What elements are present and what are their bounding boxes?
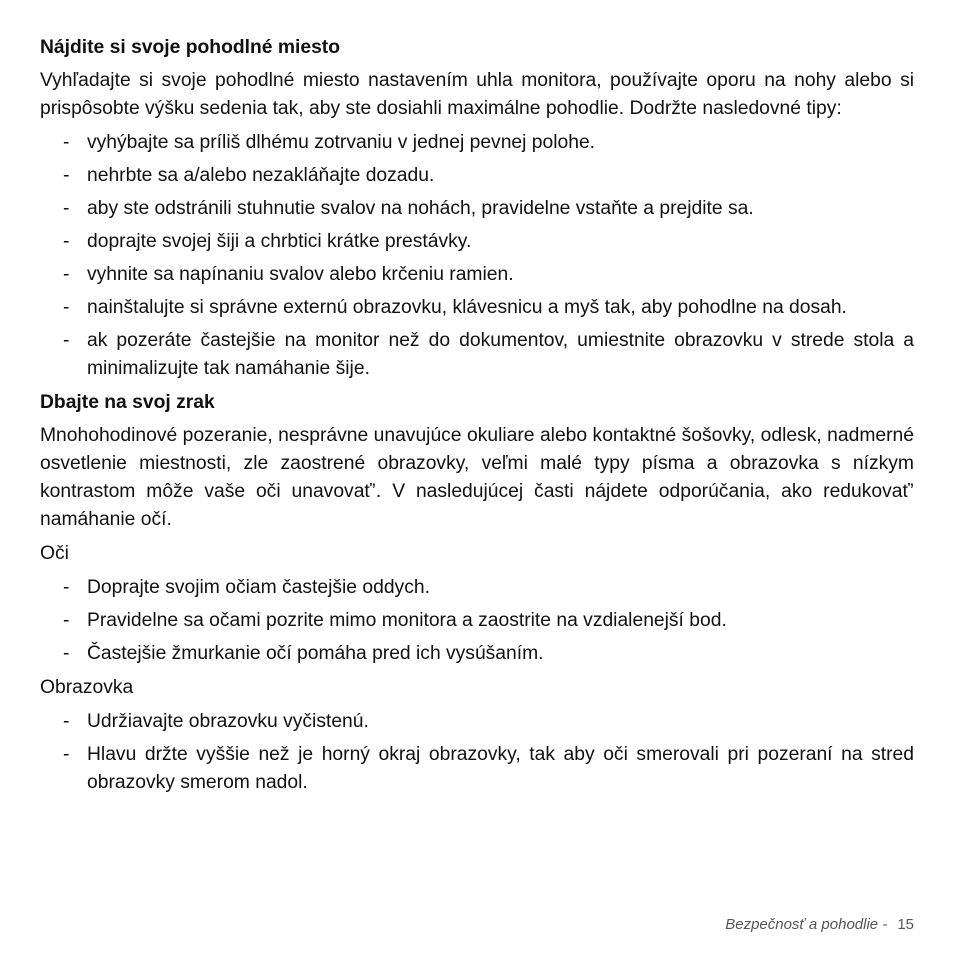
list-item: - nehrbte sa a/alebo nezakláňajte dozadu. [40,162,914,190]
footer-section-title: Bezpečnosť a pohodlie - [725,916,888,933]
list-item: - vyhnite sa napínaniu svalov alebo krčeniu ramien. [40,261,914,289]
eyes-tips-list [40,574,914,668]
list-item: - Doprajte svojim očiam častejšie oddych. [40,574,914,602]
section-intro-vision: Mnohohodinové pozeranie, nesprávne unavujúce okuliare alebo kontaktné šošovky, odlesk, nadmerné osvetlenie miestnosti, zle zaostrené obrazovky, veľmi malé typy písma a obrazovka s nízkym kontrastom môže vaše oči unavovať’. V nasledujúcej časti nájdete odporúčania, ako redukovať’ namáhanie očí. [40,425,914,530]
list-item: - Hlavu držte vyššie než je horný okraj obrazovky, tak aby oči smerovali pri pozeraní na stred obrazovky smerom nadol. [40,741,914,797]
section-intro-comfort: Vyhľadajte si svoje pohodlné miesto nastavením uhla monitora, používajte oporu na nohy alebo si prispôsobte výšku sedenia tak, aby ste dosiahli maximálne pohodlie. Dodržte nasledovné tipy: [40,70,914,119]
list-item: - Častejšie žmurkanie očí pomáha pred ich vysúšaním. [40,640,914,668]
list-item: - ak pozeráte častejšie na monitor než do dokumentov, umiestnite obrazovku v strede stola a minimalizujte tak namáhanie šije. [40,327,914,383]
list-item: - nainštalujte si správne externú obrazovku, klávesnicu a myš tak, aby pohodlne na dosah. [40,294,914,322]
list-item: - Udržiavajte obrazovku vyčistenú. [40,708,914,736]
section-heading-comfort: Nájdite si svoje pohodlné miesto [40,37,340,58]
subheading-eyes: Oči [40,543,69,564]
list-item: - Pravidelne sa očami pozrite mimo monitora a zaostrite na vzdialenejší bod. [40,607,914,635]
screen-tips-list [40,708,914,797]
list-item: - vyhýbajte sa príliš dlhému zotrvaniu v jednej pevnej polohe. [40,129,914,157]
list-item: - doprajte svojej šiji a chrbtici krátke prestávky. [40,228,914,256]
page-number: 15 [897,916,914,933]
page-content [40,34,914,803]
section-heading-vision: Dbajte na svoj zrak [40,392,215,413]
page-footer [725,916,914,933]
comfort-tips-list [40,129,914,383]
list-item: - aby ste odstránili stuhnutie svalov na nohách, pravidelne vstaňte a prejdite sa. [40,195,914,223]
subheading-screen: Obrazovka [40,677,134,698]
